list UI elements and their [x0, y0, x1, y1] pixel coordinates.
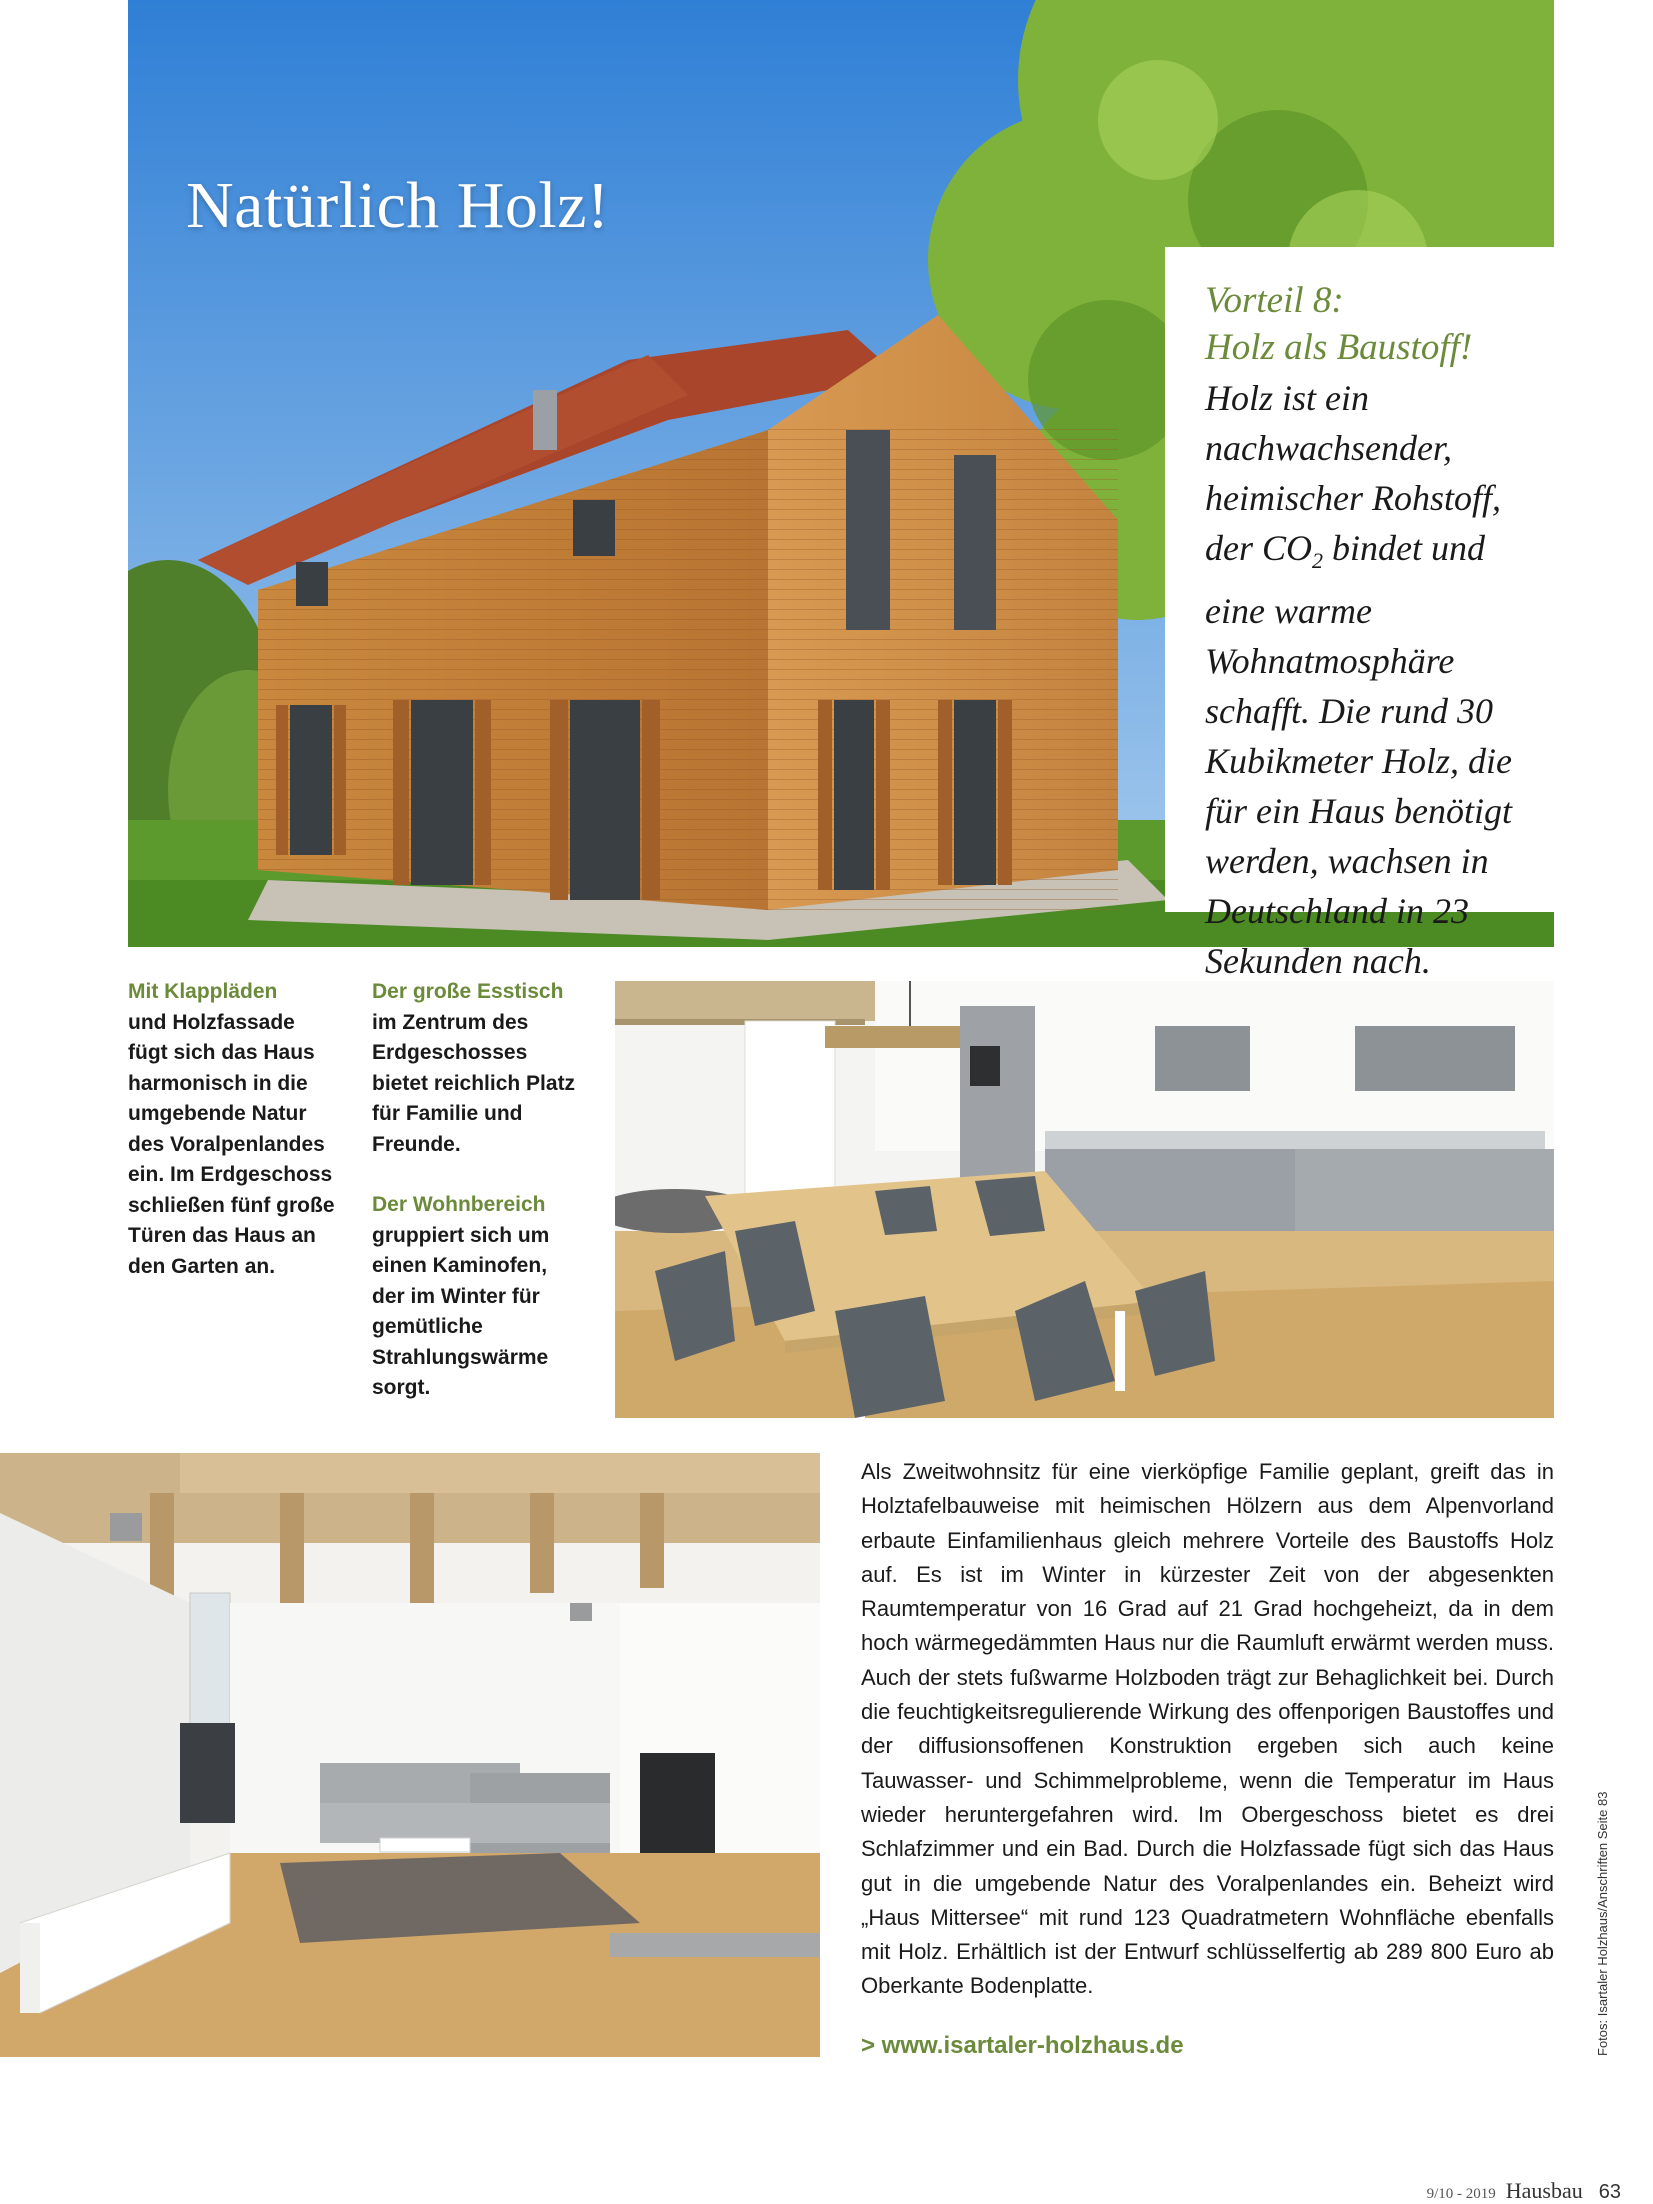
callout-heading-line1: Vorteil 8:: [1205, 280, 1344, 321]
caption-living-text: gruppiert sich um einen Kaminofen, der im Winter für gemütliche Strahlungswärme sorgt.: [372, 1223, 550, 1399]
caption-exterior-text: und Holzfassade fügt sich das Haus harmonisch in die umgebende Natur des Voralpenlandes ein. Im Erdgeschoss schließen fünf große Türen das Haus an den Garten an.: [128, 1010, 335, 1278]
callout-body-part1: Holz ist ein nachwachsender, heimischer Rohstoff, der CO: [1205, 378, 1501, 568]
living-room-photo: [0, 1453, 820, 2057]
magazine-name: Hausbau: [1505, 2178, 1583, 2203]
callout-body-subscript: 2: [1312, 548, 1323, 574]
hero-title: Natürlich Holz!: [186, 169, 610, 242]
article-body: Als Zweitwohnsitz für eine vierköpfige Familie geplant, greift das in Holztafelbauweise mit heimischen Hölzern aus dem Alpenvorland erbaute Einfamilienhaus gleich mehrere Vorteile des Baustoffs Holz auf. Es ist im Winter in kürzester Zeit von der abgesenkten Raumtemperatur von 16 Grad auf 21 Grad hochgeheizt, da in dem hoch wärmegedämmten Haus nur die Raumluft erwärmt werden muss. Auch der stets fußwarme Holzboden trägt zur Behaglichkeit bei. Durch die feuchtigkeitsregulierende Wirkung des offenporigen Baustoffes und der diffusionsoffenen Konstruktion ergeben sich auch keine Tauwasser- und Schimmelprobleme, wenn die Temperatur im Haus wieder heruntergefahren wird. Im Obergeschoss bietet es drei Schlafzimmer und ein Bad. Durch die Holzfassade fügt sich das Haus gut in die umgebende Natur des Voralpenlandes ein. Beheizt wird „Haus Mittersee“ mit rund 123 Quadratmetern Wohnfläche ebenfalls mit Holz. Erhältlich ist der Entwurf schlüsselfertig ab 289 800 Euro ab Oberkante Bodenplatte.: [861, 1459, 1554, 1999]
callout-body-part2: bindet und eine warme Wohnatmosphäre schafft. Die rund 30 Kubikmeter Holz, die für ein Haus benötigt werden, wachsen in Deutschland in 23 Sekunden nach.: [1205, 528, 1512, 982]
caption-dining-text: im Zentrum des Erdgeschosses bietet reichlich Platz für Familie und Freunde.: [372, 1010, 576, 1156]
callout-heading-line2: Holz als Baustoff!: [1205, 327, 1473, 368]
page-number: 63: [1598, 2181, 1621, 2203]
dining-kitchen-photo: [615, 981, 1554, 1418]
caption-exterior-lead: Mit Klappläden: [128, 980, 278, 1003]
caption-dining-lead: Der große Esstisch: [372, 980, 564, 1003]
issue-date: 9/10 - 2019: [1426, 2186, 1496, 2202]
caption-living-lead: Der Wohnbereich: [372, 1193, 546, 1216]
caption-interior: [372, 977, 582, 1404]
caption-exterior: [128, 977, 338, 1282]
callout-body: [1205, 373, 1542, 986]
photo-credit: Fotos: Isartaler Holzhaus/Anschriften Seite 83: [1595, 1791, 1610, 2056]
callout-heading: [1205, 277, 1542, 371]
callout-box: [1165, 247, 1554, 982]
website-link[interactable]: > www.isartaler-holzhaus.de: [861, 2032, 1184, 2059]
page-footer: [1427, 2178, 1621, 2204]
